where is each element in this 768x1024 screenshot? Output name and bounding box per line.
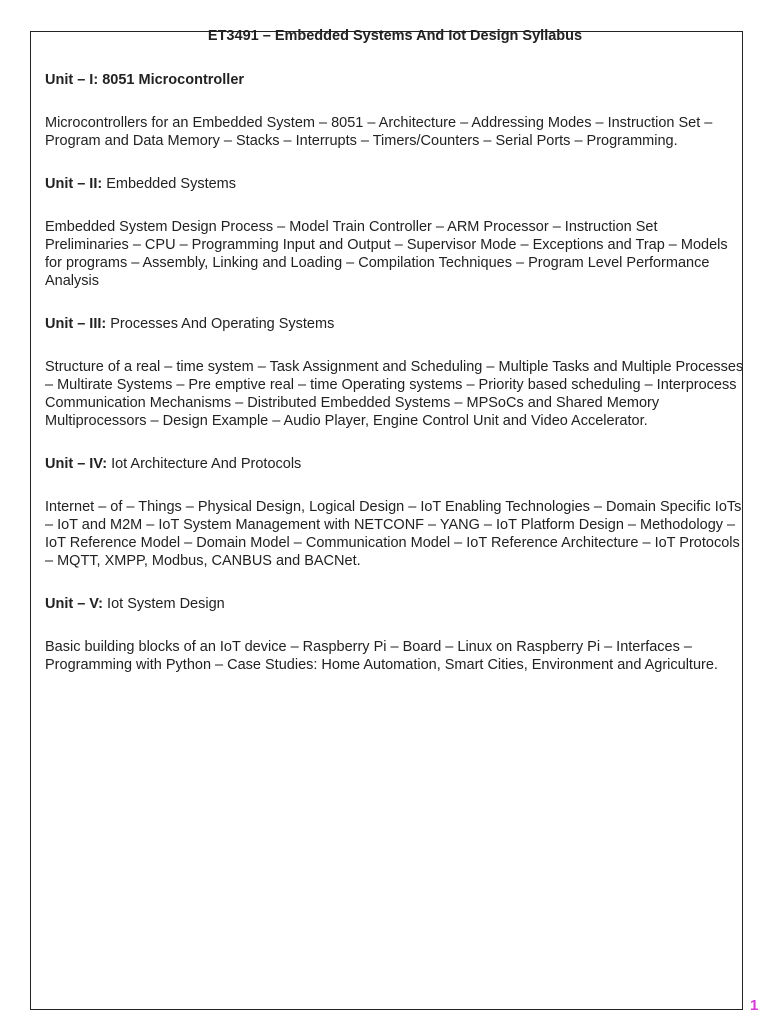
unit-3-topics: Structure of a real – time system – Task Assignment and Scheduling – Multiple Tasks and Multiple Processes – Multirate Systems – Pre emptive real – time Operating systems – Priority based scheduling – Interprocess Communication Mechanisms – Distributed Embedded Systems – MPSoCs and Shared Memory Multiprocessors – Design Example – Audio Player, Engine Control Unit and Video Accelerator. — [45, 359, 744, 429]
unit-1-label: Unit – I: — [45, 72, 99, 88]
unit-1-heading — [45, 71, 745, 89]
unit-3-title: Processes And Operating Systems — [110, 316, 335, 332]
unit-2-heading — [45, 175, 745, 193]
unit-3-label: Unit – III: — [45, 316, 107, 332]
unit-5-title: Iot System Design — [107, 596, 225, 612]
unit-4-title: Iot Architecture And Protocols — [111, 456, 302, 472]
unit-4-heading — [45, 455, 745, 473]
unit-2-title: Embedded Systems — [106, 176, 236, 192]
syllabus-content — [45, 71, 745, 699]
document-title: ET3491 – Embedded Systems And Iot Design Syllabus — [207, 28, 583, 44]
unit-5-label: Unit – V: — [45, 596, 104, 612]
unit-1-title: 8051 Microcontroller — [102, 72, 245, 88]
unit-4-label: Unit – IV: — [45, 456, 108, 472]
unit-2-topics: Embedded System Design Process – Model Train Controller – ARM Processor – Instruction Set Preliminaries – CPU – Programming Input and Output – Supervisor Mode – Exceptions and Trap – Models for programs – Assembly, Linking and Loading – Compilation Techniques – Program Level Performance Analysis — [45, 219, 728, 289]
unit-5-topics: Basic building blocks of an IoT device – Raspberry Pi – Board – Linux on Raspberry Pi – Interfaces – Programming with Python – Case Studies: Home Automation, Smart Cities, Environment and Agriculture. — [45, 639, 718, 673]
unit-2-label: Unit – II: — [45, 176, 103, 192]
page-number: 1 — [750, 997, 759, 1014]
unit-3-heading — [45, 315, 745, 333]
unit-4-topics: Internet – of – Things – Physical Design, Logical Design – IoT Enabling Technologies – Domain Specific IoTs – IoT and M2M – IoT System Management with NETCONF – YANG – IoT Platform Design – Methodology – IoT Reference Model – Domain Model – Communication Model – IoT Reference Architecture – IoT Protocols – MQTT, XMPP, Modbus, CANBUS and BACNet. — [45, 499, 742, 569]
unit-5-heading — [45, 595, 745, 613]
unit-1-topics: Microcontrollers for an Embedded System – 8051 – Architecture – Addressing Modes – Instruction Set – Program and Data Memory – Stacks – Interrupts – Timers/Counters – Serial Ports – Programming. — [45, 115, 713, 149]
